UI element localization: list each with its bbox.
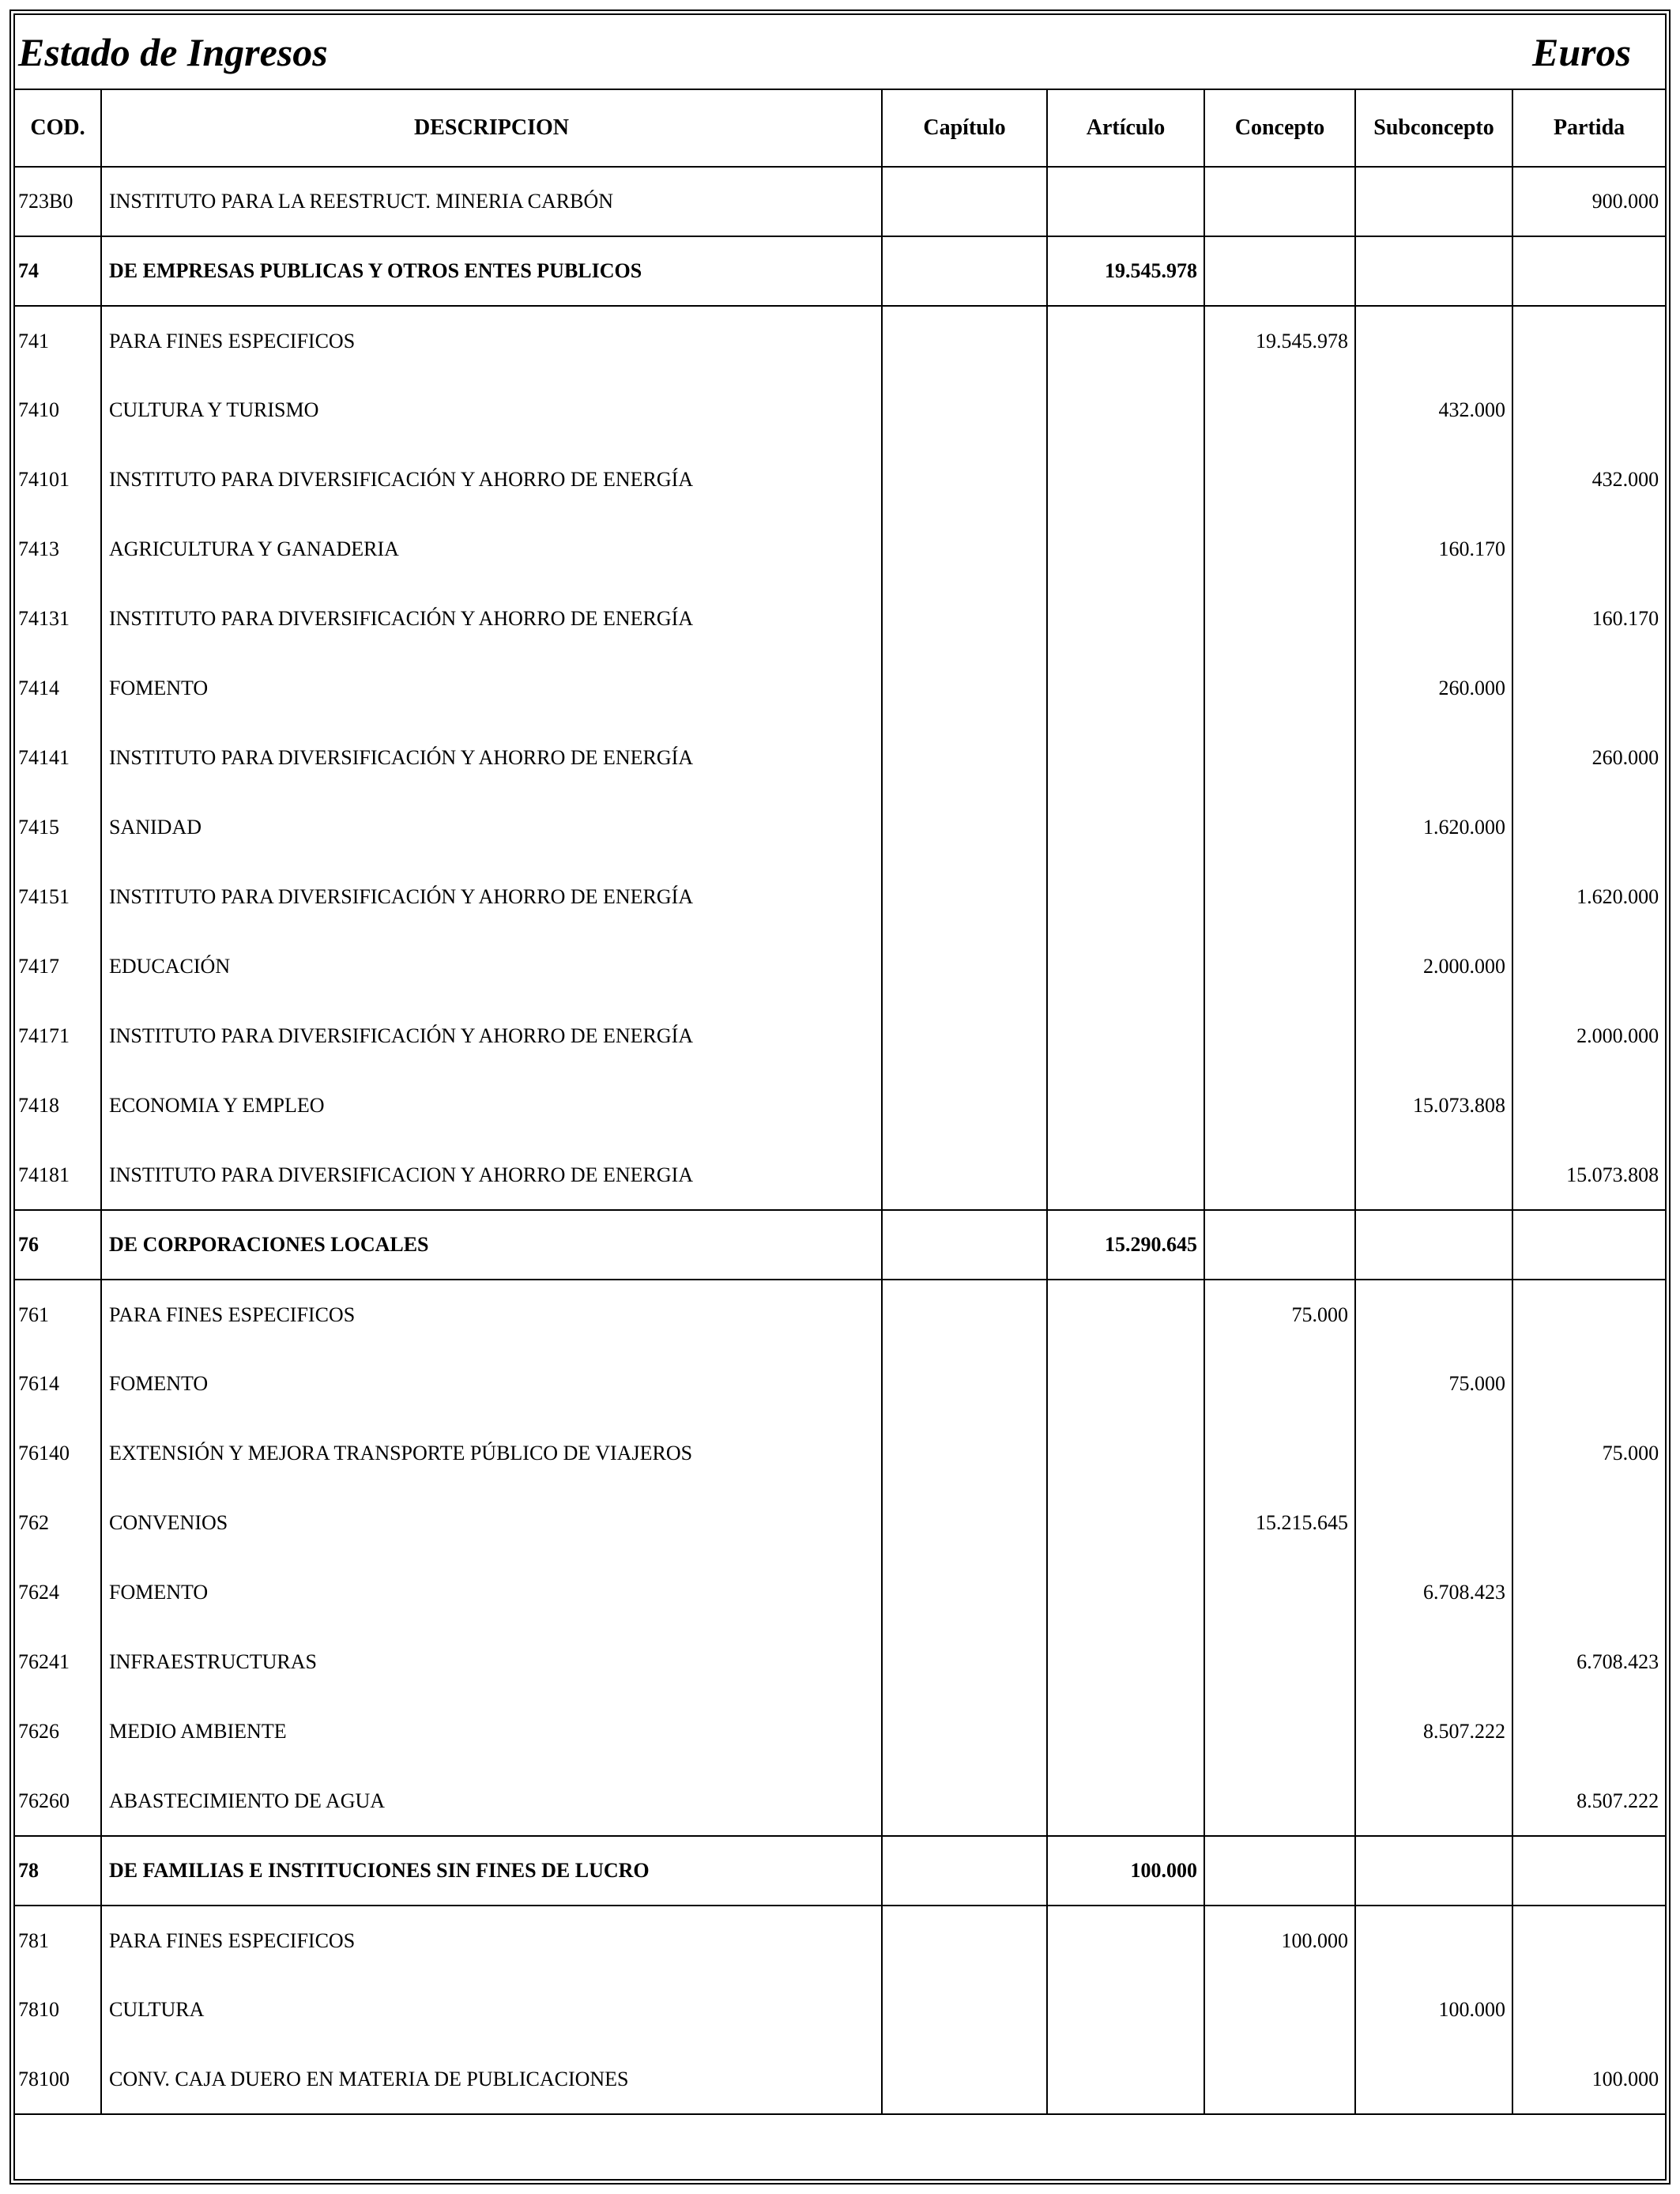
capitulo-cell [882, 1697, 1047, 1766]
subconcepto-cell [1355, 2045, 1512, 2114]
code-cell: 74171 [18, 1024, 70, 1047]
description-cell: CONVENIOS [101, 1488, 882, 1558]
partida-cell: 260.000 [1512, 723, 1665, 793]
concepto-cell [1204, 1071, 1355, 1140]
partida-cell [1512, 236, 1665, 306]
partida-cell [1512, 1280, 1665, 1349]
code-cell: 76140 [18, 1442, 70, 1465]
table-row [15, 1280, 1665, 1349]
articulo-cell: 19.545.978 [1047, 236, 1204, 306]
partida-cell: 2.000.000 [1512, 1001, 1665, 1071]
column-header-partida: Partida [1512, 89, 1665, 167]
capitulo-cell [882, 167, 1047, 236]
description-cell: INFRAESTRUCTURAS [101, 1627, 882, 1697]
title-cell [15, 15, 1665, 89]
code-cell: 7417 [18, 955, 59, 978]
description-cell: DE CORPORACIONES LOCALES [101, 1210, 882, 1280]
column-header-capitulo: Capítulo [882, 89, 1047, 167]
partida-cell [1512, 1210, 1665, 1280]
capitulo-cell [882, 1419, 1047, 1488]
table-row [15, 1419, 1665, 1488]
concepto-cell [1204, 584, 1355, 654]
document-frame [9, 9, 1671, 2185]
description-cell: INSTITUTO PARA LA REESTRUCT. MINERIA CARBÓN [101, 167, 882, 236]
description-cell: ECONOMIA Y EMPLEO [101, 1071, 882, 1140]
description-cell: INSTITUTO PARA DIVERSIFICACIÓN Y AHORRO DE ENERGÍA [101, 1001, 882, 1071]
footer-cell [15, 2114, 1665, 2169]
partida-cell: 160.170 [1512, 584, 1665, 654]
subconcepto-cell [1355, 1906, 1512, 1975]
partida-cell: 6.708.423 [1512, 1627, 1665, 1697]
articulo-cell [1047, 584, 1204, 654]
articulo-cell [1047, 375, 1204, 445]
description-cell: ABASTECIMIENTO DE AGUA [101, 1766, 882, 1836]
articulo-cell [1047, 306, 1204, 375]
code-cell: 7410 [18, 398, 59, 421]
column-header-descripcion: DESCRIPCION [101, 89, 882, 167]
articulo-cell [1047, 1140, 1204, 1210]
currency-label: Euros [1532, 29, 1632, 74]
partida-cell [1512, 1488, 1665, 1558]
table-footer-row [15, 2114, 1665, 2169]
articulo-cell [1047, 515, 1204, 584]
table-row [15, 793, 1665, 862]
partida-cell: 100.000 [1512, 2045, 1665, 2114]
subconcepto-cell: 260.000 [1355, 654, 1512, 723]
description-cell: CULTURA Y TURISMO [101, 375, 882, 445]
table-row [15, 1975, 1665, 2045]
partida-cell [1512, 1558, 1665, 1627]
concepto-cell [1204, 445, 1355, 515]
column-header-concepto: Concepto [1204, 89, 1355, 167]
concepto-cell [1204, 1697, 1355, 1766]
subconcepto-cell [1355, 167, 1512, 236]
income-statement-table [15, 15, 1665, 2169]
description-cell: EDUCACIÓN [101, 932, 882, 1001]
partida-cell: 900.000 [1512, 167, 1665, 236]
code-cell: 74181 [15, 1140, 101, 1210]
code-cell: 76 [15, 1210, 101, 1280]
table-row [15, 167, 1665, 236]
description-cell: DE EMPRESAS PUBLICAS Y OTROS ENTES PUBLICOS [101, 236, 882, 306]
description-cell: EXTENSIÓN Y MEJORA TRANSPORTE PÚBLICO DE VIAJEROS [101, 1419, 882, 1488]
articulo-cell [1047, 2045, 1204, 2114]
partida-cell [1512, 375, 1665, 445]
capitulo-cell [882, 236, 1047, 306]
articulo-cell [1047, 1906, 1204, 1975]
code-cell: 7414 [18, 677, 59, 699]
code-cell: 7415 [18, 816, 59, 839]
capitulo-cell [882, 375, 1047, 445]
concepto-cell [1204, 375, 1355, 445]
table-row [15, 236, 1665, 306]
articulo-cell [1047, 1627, 1204, 1697]
capitulo-cell [882, 584, 1047, 654]
table-row [15, 1836, 1665, 1906]
subconcepto-cell [1355, 445, 1512, 515]
capitulo-cell [882, 1488, 1047, 1558]
description-cell: INSTITUTO PARA DIVERSIFICACIÓN Y AHORRO DE ENERGÍA [101, 445, 882, 515]
description-cell: INSTITUTO PARA DIVERSIFICACIÓN Y AHORRO DE ENERGÍA [101, 723, 882, 793]
concepto-cell [1204, 1349, 1355, 1419]
table-row [15, 1488, 1665, 1558]
table-row [15, 2045, 1665, 2114]
description-cell: CULTURA [101, 1975, 882, 2045]
subconcepto-cell [1355, 1001, 1512, 1071]
articulo-cell [1047, 1349, 1204, 1419]
concepto-cell [1204, 167, 1355, 236]
table-row [15, 445, 1665, 515]
table-row [15, 1071, 1665, 1140]
code-cell: 723B0 [15, 167, 101, 236]
concepto-cell [1204, 1419, 1355, 1488]
code-cell: 78 [15, 1836, 101, 1906]
articulo-cell [1047, 1766, 1204, 1836]
articulo-cell [1047, 1697, 1204, 1766]
subconcepto-cell [1355, 1280, 1512, 1349]
description-cell: MEDIO AMBIENTE [101, 1697, 882, 1766]
concepto-cell: 75.000 [1204, 1280, 1355, 1349]
capitulo-cell [882, 1906, 1047, 1975]
code-cell: 78100 [15, 2045, 101, 2114]
table-row [15, 1140, 1665, 1210]
capitulo-cell [882, 515, 1047, 584]
table-row [15, 723, 1665, 793]
capitulo-cell [882, 1280, 1047, 1349]
partida-cell [1512, 1906, 1665, 1975]
code-cell: 7413 [18, 537, 59, 560]
concepto-cell [1204, 1558, 1355, 1627]
articulo-cell [1047, 723, 1204, 793]
table-row [15, 375, 1665, 445]
subconcepto-cell [1355, 1627, 1512, 1697]
table-row [15, 515, 1665, 584]
concepto-cell [1204, 932, 1355, 1001]
table-row [15, 1558, 1665, 1627]
code-cell: 781 [18, 1928, 49, 1952]
capitulo-cell [882, 1766, 1047, 1836]
table-row [15, 1001, 1665, 1071]
articulo-cell [1047, 445, 1204, 515]
articulo-cell [1047, 793, 1204, 862]
title-row [15, 15, 1665, 89]
subconcepto-cell [1355, 862, 1512, 932]
partida-cell [1512, 793, 1665, 862]
table-row [15, 1906, 1665, 1975]
table-row [15, 306, 1665, 375]
partida-cell [1512, 1697, 1665, 1766]
capitulo-cell [882, 654, 1047, 723]
description-cell: DE FAMILIAS E INSTITUCIONES SIN FINES DE LUCRO [101, 1836, 882, 1906]
description-cell: AGRICULTURA Y GANADERIA [101, 515, 882, 584]
description-cell: INSTITUTO PARA DIVERSIFICACIÓN Y AHORRO DE ENERGÍA [101, 584, 882, 654]
description-cell: PARA FINES ESPECIFICOS [101, 306, 882, 375]
subconcepto-cell [1355, 584, 1512, 654]
concepto-cell [1204, 862, 1355, 932]
table-row [15, 1766, 1665, 1836]
table-row [15, 932, 1665, 1001]
partida-cell [1512, 932, 1665, 1001]
table-row [15, 862, 1665, 932]
partida-cell: 8.507.222 [1512, 1766, 1665, 1836]
code-cell: 76241 [18, 1650, 70, 1673]
articulo-cell [1047, 1488, 1204, 1558]
articulo-cell [1047, 1419, 1204, 1488]
subconcepto-cell [1355, 1836, 1512, 1906]
articulo-cell [1047, 1280, 1204, 1349]
code-cell: 7810 [18, 1998, 59, 2021]
capitulo-cell [882, 723, 1047, 793]
articulo-cell: 15.290.645 [1047, 1210, 1204, 1280]
articulo-cell [1047, 1975, 1204, 2045]
partida-cell [1512, 1975, 1665, 2045]
capitulo-cell [882, 793, 1047, 862]
partida-cell [1512, 306, 1665, 375]
articulo-cell [1047, 1001, 1204, 1071]
subconcepto-cell [1355, 236, 1512, 306]
partida-cell: 15.073.808 [1512, 1140, 1665, 1210]
column-header-articulo: Artículo [1047, 89, 1204, 167]
subconcepto-cell [1355, 1488, 1512, 1558]
articulo-cell [1047, 167, 1204, 236]
description-cell: CONV. CAJA DUERO EN MATERIA DE PUBLICACIONES [101, 2045, 882, 2114]
concepto-cell [1204, 723, 1355, 793]
articulo-cell [1047, 1558, 1204, 1627]
concepto-cell [1204, 793, 1355, 862]
code-cell: 761 [18, 1302, 49, 1326]
partida-cell [1512, 1836, 1665, 1906]
code-cell: 7626 [18, 1720, 59, 1743]
table-row [15, 1210, 1665, 1280]
capitulo-cell [882, 445, 1047, 515]
concepto-cell [1204, 1210, 1355, 1280]
capitulo-cell [882, 1627, 1047, 1697]
concepto-cell [1204, 1836, 1355, 1906]
concepto-cell [1204, 236, 1355, 306]
partida-cell: 75.000 [1512, 1419, 1665, 1488]
title-bar [15, 29, 1665, 74]
description-cell: SANIDAD [101, 793, 882, 862]
description-cell: PARA FINES ESPECIFICOS [101, 1280, 882, 1349]
subconcepto-cell: 160.170 [1355, 515, 1512, 584]
concepto-cell [1204, 1975, 1355, 2045]
concepto-cell: 19.545.978 [1204, 306, 1355, 375]
description-cell: FOMENTO [101, 1558, 882, 1627]
subconcepto-cell: 6.708.423 [1355, 1558, 1512, 1627]
articulo-cell [1047, 654, 1204, 723]
subconcepto-cell: 100.000 [1355, 1975, 1512, 2045]
code-cell: 76260 [15, 1766, 101, 1836]
concepto-cell [1204, 1140, 1355, 1210]
column-header-subconcepto: Subconcepto [1355, 89, 1512, 167]
concepto-cell: 15.215.645 [1204, 1488, 1355, 1558]
capitulo-cell [882, 1140, 1047, 1210]
table-row [15, 1697, 1665, 1766]
subconcepto-cell [1355, 1419, 1512, 1488]
description-cell: FOMENTO [101, 1349, 882, 1419]
concepto-cell [1204, 2045, 1355, 2114]
partida-cell [1512, 654, 1665, 723]
partida-cell: 432.000 [1512, 445, 1665, 515]
code-cell: 7418 [18, 1094, 59, 1117]
capitulo-cell [882, 1558, 1047, 1627]
capitulo-cell [882, 862, 1047, 932]
subconcepto-cell: 75.000 [1355, 1349, 1512, 1419]
code-cell: 74101 [18, 468, 70, 491]
page-title: Estado de Ingresos [18, 29, 328, 74]
concepto-cell [1204, 1766, 1355, 1836]
subconcepto-cell [1355, 1140, 1512, 1210]
column-header-cod: COD. [15, 89, 101, 167]
description-cell: INSTITUTO PARA DIVERSIFICACION Y AHORRO DE ENERGIA [101, 1140, 882, 1210]
table-row [15, 584, 1665, 654]
concepto-cell [1204, 515, 1355, 584]
articulo-cell: 100.000 [1047, 1836, 1204, 1906]
subconcepto-cell [1355, 723, 1512, 793]
articulo-cell [1047, 1071, 1204, 1140]
subconcepto-cell: 432.000 [1355, 375, 1512, 445]
subconcepto-cell [1355, 306, 1512, 375]
capitulo-cell [882, 1975, 1047, 2045]
column-header-row [15, 89, 1665, 167]
capitulo-cell [882, 1210, 1047, 1280]
partida-cell: 1.620.000 [1512, 862, 1665, 932]
subconcepto-cell: 2.000.000 [1355, 932, 1512, 1001]
code-cell: 74141 [18, 746, 70, 769]
code-cell: 762 [18, 1511, 49, 1534]
code-cell: 74151 [18, 885, 70, 908]
table-row [15, 654, 1665, 723]
capitulo-cell [882, 2045, 1047, 2114]
articulo-cell [1047, 932, 1204, 1001]
code-cell: 7614 [18, 1372, 59, 1395]
capitulo-cell [882, 1349, 1047, 1419]
description-cell: FOMENTO [101, 654, 882, 723]
description-cell: PARA FINES ESPECIFICOS [101, 1906, 882, 1975]
subconcepto-cell: 15.073.808 [1355, 1071, 1512, 1140]
concepto-cell: 100.000 [1204, 1906, 1355, 1975]
partida-cell [1512, 515, 1665, 584]
code-cell: 741 [18, 329, 49, 352]
capitulo-cell [882, 1071, 1047, 1140]
subconcepto-cell [1355, 1766, 1512, 1836]
concepto-cell [1204, 654, 1355, 723]
table-row [15, 1627, 1665, 1697]
code-cell: 74131 [18, 607, 70, 630]
capitulo-cell [882, 1836, 1047, 1906]
partida-cell [1512, 1071, 1665, 1140]
code-cell: 74 [15, 236, 101, 306]
articulo-cell [1047, 862, 1204, 932]
capitulo-cell [882, 306, 1047, 375]
subconcepto-cell [1355, 1210, 1512, 1280]
capitulo-cell [882, 1001, 1047, 1071]
description-cell: INSTITUTO PARA DIVERSIFICACIÓN Y AHORRO DE ENERGÍA [101, 862, 882, 932]
code-cell: 7624 [18, 1581, 59, 1604]
subconcepto-cell: 1.620.000 [1355, 793, 1512, 862]
concepto-cell [1204, 1001, 1355, 1071]
capitulo-cell [882, 932, 1047, 1001]
concepto-cell [1204, 1627, 1355, 1697]
subconcepto-cell: 8.507.222 [1355, 1697, 1512, 1766]
table-row [15, 1349, 1665, 1419]
partida-cell [1512, 1349, 1665, 1419]
